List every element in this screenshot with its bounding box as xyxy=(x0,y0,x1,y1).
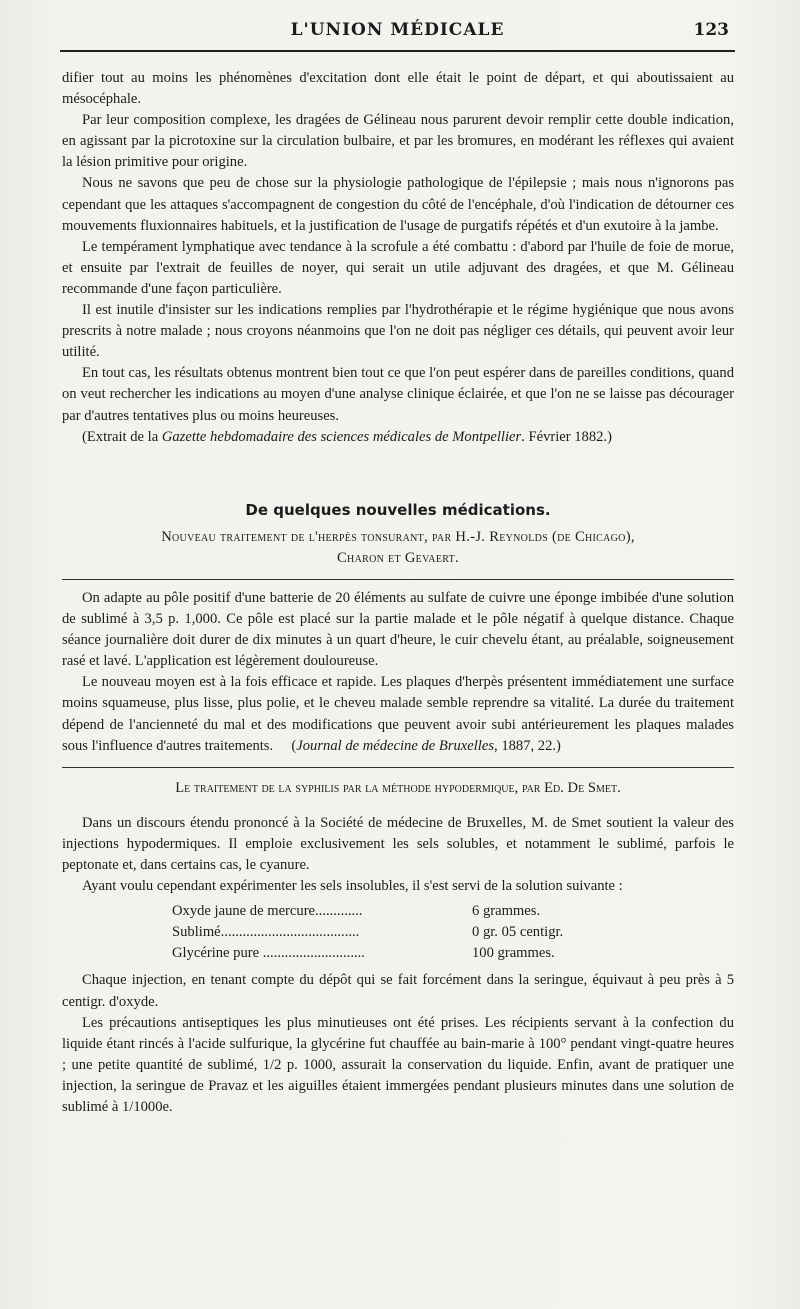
body-paragraph: Nous ne savons que peu de chose sur la physiologie pathologique de l'épilepsie ; mais nous n'ignorons pas cependant que les attaques s'accompagnent de congestion du côté de l'encéphale, d'où l'indication de détourner ces mouvements fluxionnaires habituels, et la justification de l'usage de purgatifs répétés et d'un exutoire à la jambe. xyxy=(62,175,734,234)
formula-quantity: 100 grammes. xyxy=(472,945,555,962)
source-suffix: . Février 1882.) xyxy=(521,428,612,445)
formula-quantity: 0 gr. 05 centigr. xyxy=(472,924,564,941)
formula-ingredient: Oxyde jaune de mercure............. xyxy=(172,903,363,920)
formula-ingredient: Sublimé...................................... xyxy=(172,924,360,941)
body-paragraph: Par leur composition complexe, les dragées de Gélineau nous parurent devoir remplir cette double indication, en agissant par la picrotoxine sur la circulation bulbaire, et par les bromures, en modérant les réflexes qui avaient la lésion primitive pour origine. xyxy=(62,112,734,171)
formula-row xyxy=(172,943,652,964)
body-paragraph: Chaque injection, en tenant compte du dépôt qui se fait forcément dans la seringue, équivaut à peu près à 5 centigr. d'oxyde. xyxy=(62,972,734,1010)
section-title: De quelques nouvelles médications. xyxy=(245,500,551,519)
page-body xyxy=(62,68,734,1118)
article-heading: Nouveau traitement de l'herpès tonsurant, par H.-J. Reynolds (de Chicago), xyxy=(161,528,635,545)
source-citation xyxy=(62,427,734,448)
body-paragraph xyxy=(62,672,734,756)
body-paragraph: Ayant voulu cependant expérimenter les sels insolubles, il s'est servi de la solution suivante : xyxy=(82,878,623,895)
source-prefix: (Extrait de la xyxy=(82,428,162,445)
source-journal: Gazette hebdomadaire des sciences médicales de Montpellier xyxy=(161,428,522,445)
body-paragraph: En tout cas, les résultats obtenus montrent bien tout ce que l'on peut espérer dans de pareilles conditions, quand on veut rechercher les indications au moyen d'une analyse clinique éclairée, et que l'on ne se laisse pas décourager par d'autres tentatives plus ou moins heureuses. xyxy=(62,365,734,424)
source-suffix: , 1887, 22.) xyxy=(494,737,561,754)
article-divider xyxy=(62,767,734,768)
source-journal: Journal de médecine de Bruxelles xyxy=(296,737,495,754)
article-heading-authors: Charon et Gevaert. xyxy=(337,549,459,566)
body-paragraph: Dans un discours étendu prononcé à la Société de médecine de Bruxelles, M. de Smet soutient la valeur des injections hypodermiques. Il emploie exclusivement les sels solubles, et notamment le sublimé, parfois le peptonate et, dans certains cas, le cyanure. xyxy=(62,814,734,873)
formula-ingredient: Glycérine pure ............................ xyxy=(172,945,365,962)
article-divider xyxy=(62,579,734,580)
running-title: L'UNION MÉDICALE xyxy=(290,20,505,40)
body-paragraph: On adapte au pôle positif d'une batterie de 20 éléments au sulfate de cuivre une éponge imbibée d'une solution de sublimé à 3,5 p. 1,000. Ce pôle est placé sur la partie malade et le pôle négatif à quelque distance. Chaque séance journalière doit durer de dix minutes à un quart d'heure, le cuir chevelu étant, au préalable, soigneusement rasé et lavé. L'application est légèrement douloureuse. xyxy=(62,589,734,670)
body-paragraph: difier tout au moins les phénomènes d'excitation dont elle était le point de départ, et qui aboutissaient au mésocéphale. xyxy=(62,70,734,108)
formula-row xyxy=(172,922,652,943)
body-paragraph: Les précautions antiseptiques les plus minutieuses ont été prises. Les récipients servant à la confection du liquide étant rincés à l'acide sulfurique, la glycérine fut chauffée au bain-marie à 100° pendant vingt-quatre heures ; une petite quantité de sublimé, 1/2 p. 1000, assurait la conservation du liquide. Enfin, avant de pratiquer une injection, la seringue de Pravaz et les aiguilles étaient immergées pendant plusieurs minutes dans une solution de sublimé à 1/1000e. xyxy=(62,1014,734,1116)
source-open: ( xyxy=(291,737,297,754)
article-heading: Le traitement de la syphilis par la méthode hypodermique, par Ed. De Smet. xyxy=(175,779,621,796)
body-paragraph: Il est inutile d'insister sur les indications remplies par l'hydrothérapie et le régime hygiénique que nous avons prescrits à notre malade ; nous croyons néanmoins que l'on ne doit pas négliger ces détails, qui peuvent avoir leur utilité. xyxy=(62,302,734,361)
formula-table xyxy=(172,901,652,964)
paragraph-text: Le nouveau moyen est à la fois efficace et rapide. Les plaques d'herpès présentent immédiatement une surface moins squameuse, plus lisse, plus polie, et le cheveu malade semble reprendre sa vitalité. La durée du traitement dépend de l'ancienneté du mal et des modifications que peuvent avoir subi antérieurement les plaques malades sous l'influence d'autres traitements. xyxy=(62,674,734,754)
formula-quantity: 6 grammes. xyxy=(472,903,541,920)
header-rule xyxy=(60,50,735,52)
body-paragraph: Le tempérament lymphatique avec tendance à la scrofule a été combattu : d'abord par l'huile de foie de morue, et ensuite par l'extrait de feuilles de noyer, qui serait un utile adjuvant des dragées, et que M. Gélineau recommande d'une façon particulière. xyxy=(62,238,734,297)
formula-row xyxy=(172,901,652,922)
page-number: 123 xyxy=(693,20,729,40)
page-header xyxy=(60,18,735,48)
